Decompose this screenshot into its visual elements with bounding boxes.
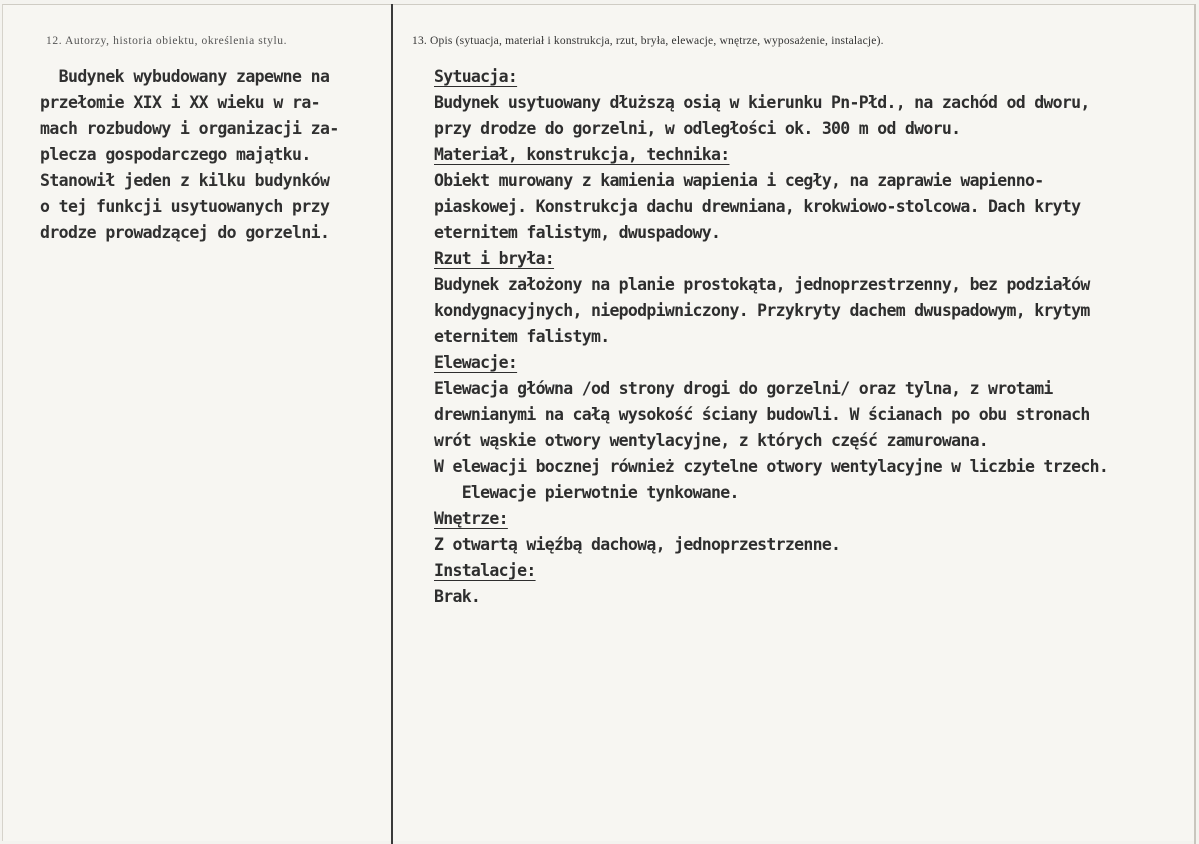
description-line: Elewacje pierwotnie tynkowane. xyxy=(434,483,739,502)
history-line: mach rozbudowy i organizacji za- xyxy=(40,119,339,138)
section-heading-sytuacja: Sytuacja: xyxy=(434,67,518,86)
history-line: przełomie XIX i XX wieku w ra- xyxy=(40,93,321,112)
history-line: plecza gospodarczego majątku. xyxy=(40,145,311,164)
description-line: Budynek założony na planie prostokąta, jednoprzestrzenny, bez podziałów xyxy=(434,275,1090,294)
description-line: Budynek usytuowany dłuższą osią w kierunku Pn-Płd., na zachód od dworu, xyxy=(434,93,1090,112)
column-divider xyxy=(391,4,393,844)
history-line: o tej funkcji usytuowanych przy xyxy=(40,197,330,216)
description-text-block xyxy=(434,64,1194,610)
description-line: Z otwartą więźbą dachową, jednoprzestrzenne. xyxy=(434,535,841,554)
description-line: wrót wąskie otwory wentylacyjne, z których część zamurowana. xyxy=(434,431,989,450)
history-line: drodze prowadzącej do gorzelni. xyxy=(40,223,330,242)
section-heading-wnetrze: Wnętrze: xyxy=(434,509,508,528)
description-line: drewnianymi na całą wysokość ściany budowli. W ścianach po obu stronach xyxy=(434,405,1090,424)
left-column-header: 12. Autorzy, historia obiektu, określenia stylu. xyxy=(46,35,288,47)
description-line: eternitem falistym. xyxy=(434,327,610,346)
history-line: Stanowił jeden z kilku budynków xyxy=(40,171,330,190)
description-line: Brak. xyxy=(434,587,481,606)
description-line: Obiekt murowany z kamienia wapienia i cegły, na zaprawie wapienno- xyxy=(434,171,1044,190)
section-heading-instalacje: Instalacje: xyxy=(434,561,536,580)
section-heading-rzut: Rzut i bryła: xyxy=(434,249,555,268)
description-line: przy drodze do gorzelni, w odległości ok. 300 m od dworu. xyxy=(434,119,961,138)
section-heading-elewacje: Elewacje: xyxy=(434,353,518,372)
history-line: Budynek wybudowany zapewne na xyxy=(40,67,330,86)
description-line: kondygnacyjnych, niepodpiwniczony. Przykryty dachem dwuspadowym, krytym xyxy=(434,301,1090,320)
page-edge-rule xyxy=(1194,4,1196,844)
description-line: eternitem falistym, dwuspadowy. xyxy=(434,223,721,242)
description-line: W elewacji bocznej również czytelne otwory wentylacyjne w liczbie trzech. xyxy=(434,457,1109,476)
right-column-header: 13. Opis (sytuacja, materiał i konstrukcja, rzut, bryła, elewacje, wnętrze, wyposażenie, instalacje). xyxy=(412,35,884,47)
section-heading-material: Materiał, konstrukcja, technika: xyxy=(434,145,730,164)
description-line: Elewacja główna /od strony drogi do gorzelni/ oraz tylna, z wrotami xyxy=(434,379,1053,398)
history-text-block xyxy=(40,64,385,246)
description-line: piaskowej. Konstrukcja dachu drewniana, krokwiowo-stolcowa. Dach kryty xyxy=(434,197,1081,216)
